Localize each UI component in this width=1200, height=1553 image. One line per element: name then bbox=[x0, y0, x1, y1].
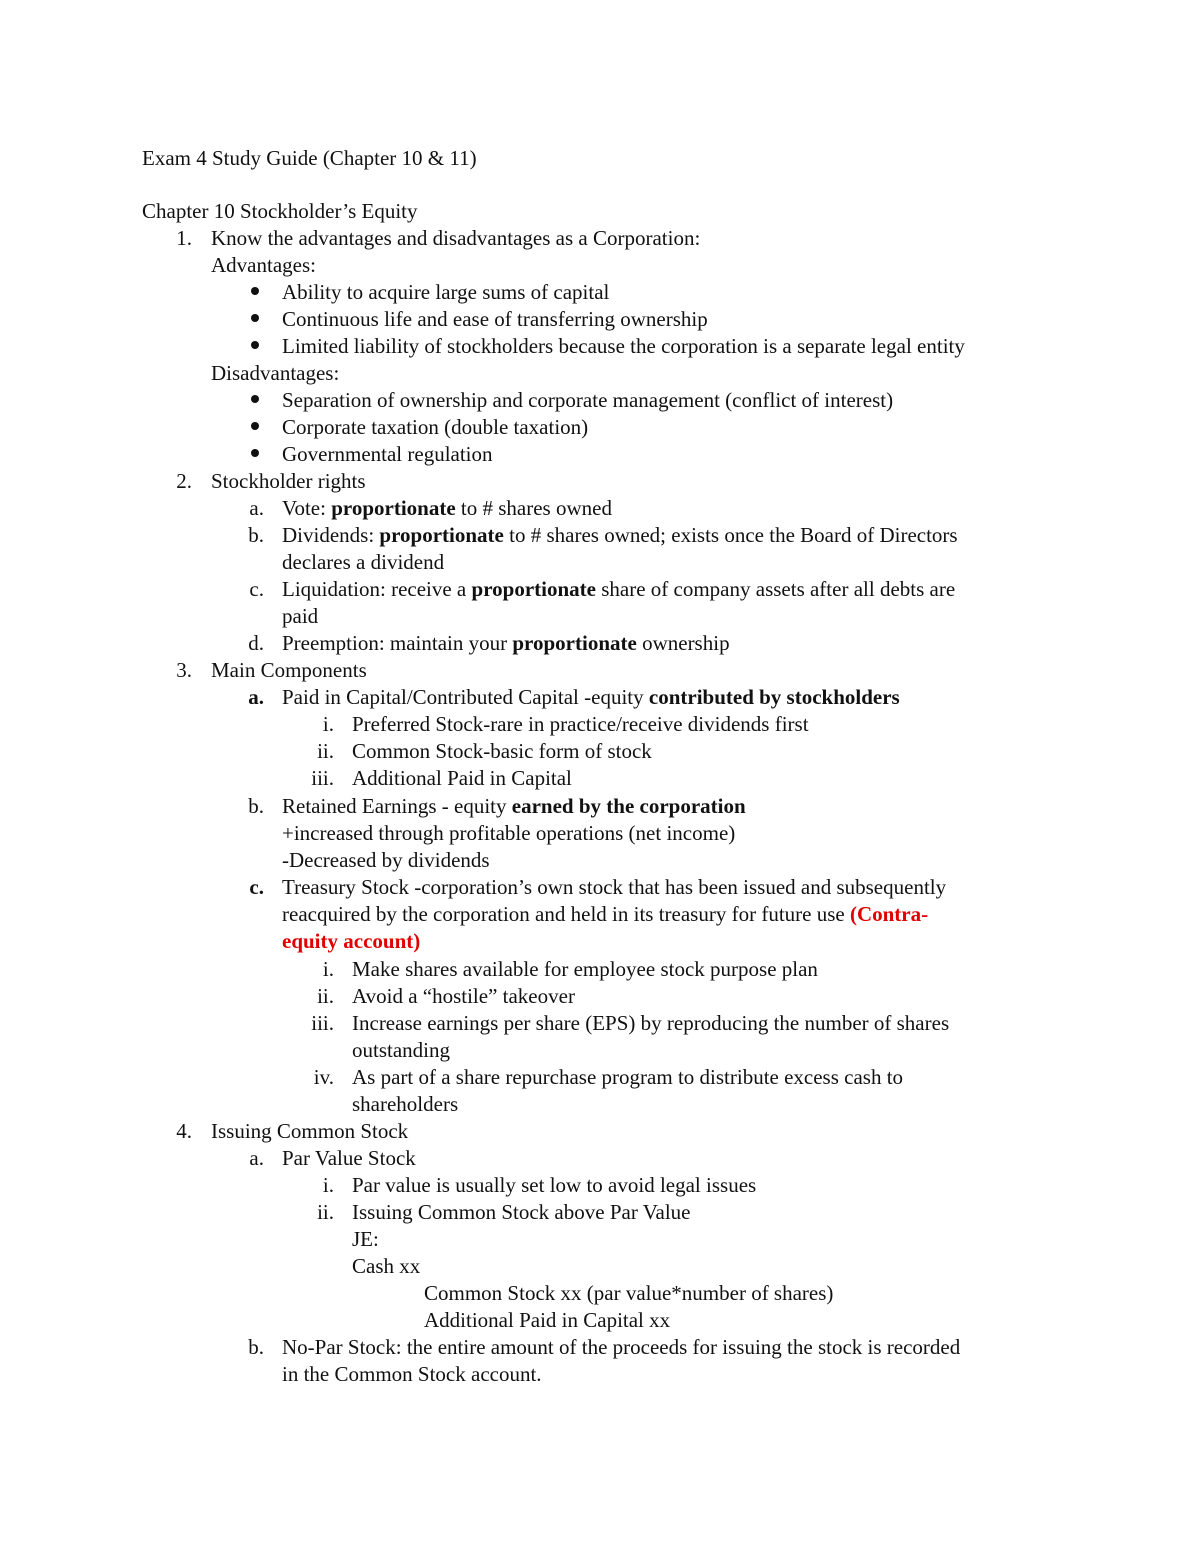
list-marker: b. bbox=[248, 1335, 264, 1359]
list-marker: i. bbox=[322, 957, 334, 981]
list-marker: iii. bbox=[311, 766, 334, 790]
sub-item: Make shares available for employee stock purpose plan bbox=[352, 957, 818, 981]
list-marker: ii. bbox=[317, 984, 334, 1008]
treasury-stock: Treasury Stock -corporation’s own stock that has been issued and subsequently bbox=[282, 875, 947, 899]
paid-in-capital: Paid in Capital/Contributed Capital -equity contributed by stockholders bbox=[282, 685, 900, 709]
journal-entry-credit: Additional Paid in Capital xx bbox=[424, 1308, 671, 1332]
right-dividends: Dividends: proportionate to # shares owned; exists once the Board of Directors bbox=[282, 523, 958, 547]
advantage-item: Ability to acquire large sums of capital bbox=[282, 280, 610, 304]
section-3-marker: 3. bbox=[176, 658, 192, 682]
section-2-text: Stockholder rights bbox=[211, 469, 366, 493]
bullet-icon bbox=[251, 395, 259, 403]
sub-item: Par value is usually set low to avoid legal issues bbox=[352, 1173, 757, 1197]
right-liquidation: Liquidation: receive a proportionate share of company assets after all debts are bbox=[282, 577, 956, 601]
sub-item: Preferred Stock-rare in practice/receive dividends first bbox=[352, 712, 809, 736]
journal-entry-credit: Common Stock xx (par value*number of shares) bbox=[424, 1281, 834, 1305]
section-3-text: Main Components bbox=[211, 658, 367, 682]
list-marker: c. bbox=[249, 875, 264, 899]
bullet-icon bbox=[251, 449, 259, 457]
section-1-text: Know the advantages and disadvantages as a Corporation: bbox=[211, 226, 701, 250]
disadvantage-item: Corporate taxation (double taxation) bbox=[282, 415, 589, 439]
journal-entry-debit: Cash xx bbox=[352, 1254, 421, 1278]
right-liquidation-cont: paid bbox=[282, 604, 319, 628]
right-preemption: Preemption: maintain your proportionate ownership bbox=[282, 631, 730, 655]
list-marker: i. bbox=[322, 712, 334, 736]
sub-item-cont: shareholders bbox=[352, 1092, 459, 1116]
advantage-item: Continuous life and ease of transferring ownership bbox=[282, 307, 708, 331]
sub-item: Common Stock-basic form of stock bbox=[352, 739, 652, 763]
contra-equity-note: equity account) bbox=[282, 929, 421, 953]
bullet-icon bbox=[251, 314, 259, 322]
sub-item: Avoid a “hostile” takeover bbox=[352, 984, 575, 1008]
retained-earnings-increase: +increased through profitable operations (net income) bbox=[282, 821, 736, 845]
sub-item-cont: outstanding bbox=[352, 1038, 450, 1062]
chapter-heading: Chapter 10 Stockholder’s Equity bbox=[142, 199, 418, 223]
list-marker: iv. bbox=[313, 1065, 334, 1089]
right-vote: Vote: proportionate to # shares owned bbox=[282, 496, 612, 520]
advantages-label: Advantages: bbox=[211, 253, 316, 277]
list-marker: d. bbox=[248, 631, 264, 655]
list-marker: iii. bbox=[311, 1011, 334, 1035]
disadvantage-item: Governmental regulation bbox=[282, 442, 493, 466]
bullet-icon bbox=[251, 422, 259, 430]
no-par-stock-cont: in the Common Stock account. bbox=[282, 1362, 542, 1386]
section-2-marker: 2. bbox=[176, 469, 192, 493]
advantage-item: Limited liability of stockholders because the corporation is a separate legal entity bbox=[282, 334, 965, 358]
treasury-stock-cont bbox=[282, 928, 420, 954]
bullet-icon bbox=[251, 341, 259, 349]
par-value-stock: Par Value Stock bbox=[282, 1146, 416, 1170]
list-marker: a. bbox=[249, 1146, 264, 1170]
section-4-marker: 4. bbox=[176, 1119, 192, 1143]
list-marker: b. bbox=[248, 523, 264, 547]
disadvantage-item: Separation of ownership and corporate management (conflict of interest) bbox=[282, 388, 894, 412]
treasury-stock-cont: reacquired by the corporation and held in its treasury for future use (Contra- bbox=[282, 902, 929, 926]
section-1-marker: 1. bbox=[176, 226, 192, 250]
list-marker: a. bbox=[249, 496, 264, 520]
bullet-icon bbox=[251, 287, 259, 295]
page-title: Exam 4 Study Guide (Chapter 10 & 11) bbox=[142, 146, 477, 170]
retained-earnings-decrease: -Decreased by dividends bbox=[282, 848, 490, 872]
retained-earnings: Retained Earnings - equity earned by the corporation bbox=[282, 794, 746, 818]
sub-item: Increase earnings per share (EPS) by reproducing the number of shares bbox=[352, 1011, 950, 1035]
list-marker: b. bbox=[248, 794, 264, 818]
disadvantages-label: Disadvantages: bbox=[211, 361, 340, 385]
no-par-stock: No-Par Stock: the entire amount of the proceeds for issuing the stock is recorded bbox=[282, 1335, 961, 1359]
list-marker: ii. bbox=[317, 1200, 334, 1224]
section-4-text: Issuing Common Stock bbox=[211, 1119, 409, 1143]
right-dividends-cont: declares a dividend bbox=[282, 550, 445, 574]
contra-equity-note: (Contra- bbox=[849, 902, 929, 926]
list-marker: i. bbox=[322, 1173, 334, 1197]
journal-entry-label: JE: bbox=[352, 1227, 379, 1251]
list-marker: ii. bbox=[317, 739, 334, 763]
sub-item: Additional Paid in Capital bbox=[352, 766, 572, 790]
list-marker: c. bbox=[249, 577, 264, 601]
sub-item: Issuing Common Stock above Par Value bbox=[352, 1200, 691, 1224]
sub-item: As part of a share repurchase program to distribute excess cash to bbox=[352, 1065, 904, 1089]
list-marker: a. bbox=[248, 685, 264, 709]
